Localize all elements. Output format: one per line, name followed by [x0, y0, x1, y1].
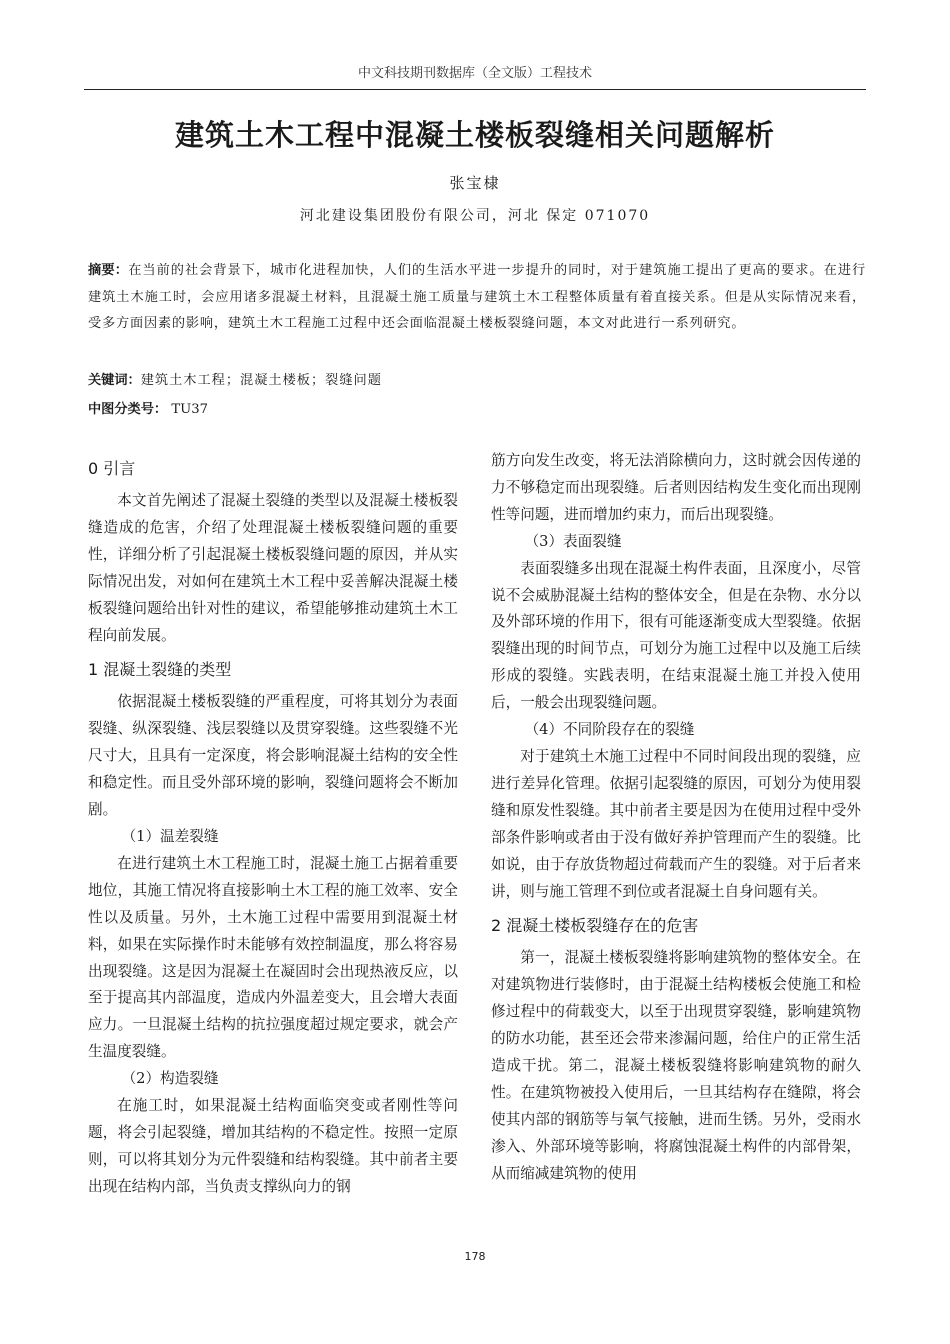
paragraph: 筋方向发生改变，将无法消除横向力，这时就会因传递的力不够稳定而出现裂缝。后者则因结构发生变化而出现刚性等问题，进而增加约束力，而后出现裂缝。 — [491, 452, 861, 523]
abstract-text: 在当前的社会背景下，城市化进程加快，人们的生活水平进一步提升的同时，对于建筑施工提出了更高的要求。在进行建筑土木施工时，会应用诸多混凝土材料，且混凝土施工质量与建筑土木工程整体质量有着直接关系。但是从实际情况来看，受多方面因素的影响，建筑土木工程施工过程中还会面临混凝土楼板裂缝问题，本文对此进行一系列研究。 — [88, 263, 866, 331]
author: 张宝棣 — [449, 174, 501, 192]
subheading: （3）表面裂缝 — [524, 532, 622, 550]
subheading: （1）温差裂缝 — [121, 827, 219, 845]
section-heading-0: 0 引言 — [88, 459, 136, 478]
section-heading-2: 2 混凝土楼板裂缝存在的危害 — [491, 916, 699, 936]
paragraph: 对于建筑土木施工过程中不同时间段出现的裂缝，应进行差异化管理。依据引起裂缝的原因，可划分为使用裂缝和原发性裂缝。其中前者主要是因为在使用过程中受外部条件影响或者由于没有做好养护管理而产生的裂缝。比如说，由于存放货物超过荷载而产生的裂缝。对于后者来讲，则与施工管理不到位或者混凝土自身问题有关。 — [491, 747, 861, 900]
subheading: （2）构造裂缝 — [121, 1070, 219, 1088]
clc-number — [88, 398, 208, 417]
paragraph: 在进行建筑土木工程施工时，混凝土施工占据着重要地位，其施工情况将直接影响土木工程的施工效率、安全性以及质量。另外，土木施工过程中需要用到混凝土材料，如果在实际操作时未能够有效控制温度，那么将容易出现裂缝。这是因为混凝土在凝固时会出现热液反应，以至于提高其内部温度，造成内外温差变大，且会增大表面应力。一旦混凝土结构的抗拉强度超过规定要求，就会产生温度裂缝。 — [88, 854, 458, 1061]
paragraph: 表面裂缝多出现在混凝土构件表面，且深度小，尽管说不会威胁混凝土结构的整体安全，但是在杂物、水分以及外部环境的作用下，很有可能逐渐变成大型裂缝。依据裂缝出现的时间节点，可划分为施工过程中以及施工后续形成的裂缝。实践表明，在结束混凝土施工并投入使用后，一般会出现裂缝问题。 — [491, 559, 861, 712]
page-number: 178 — [464, 1250, 486, 1263]
keywords-label: 关键词： — [88, 373, 141, 388]
paragraph: 依据混凝土楼板裂缝的严重程度，可将其划分为表面裂缝、纵深裂缝、浅层裂缝以及贯穿裂缝。这些裂缝不光尺寸大，且具有一定深度，将会影响混凝土结构的安全性和稳定性。而且受外部环境的影响，裂缝问题将会不断加剧。 — [88, 693, 458, 819]
abstract — [88, 258, 866, 338]
right-column — [491, 448, 861, 1188]
clc-label: 中图分类号： — [88, 402, 168, 417]
paragraph: 本文首先阐述了混凝土裂缝的类型以及混凝土楼板裂缝造成的危害，介绍了处理混凝土楼板裂缝问题的重要性，详细分析了引起混凝土楼板裂缝问题的原因，并从实际情况出发，对如何在建筑土木工程中妥善解决混凝土楼板裂缝问题给出针对性的建议，希望能够推动建筑土木工程向前发展。 — [88, 492, 458, 644]
left-column — [88, 448, 458, 1201]
paragraph: 第一，混凝土楼板裂缝将影响建筑物的整体安全。在对建筑物进行装修时，由于混凝土结构楼板会使施工和检修过程中的荷载变大，以至于出现贯穿裂缝，影响建筑物的防水功能，甚至还会带来渗漏问题，给住户的正常生活造成干扰。第二，混凝土楼板裂缝将影响建筑物的耐久性。在建筑物被投入使用后，一旦其结构存在缝隙，将会使其内部的钢筋等与氧气接触，进而生锈。另外，受雨水渗入、外部环境等影响，将腐蚀混凝土构件的内部骨架，从而缩减建筑物的使用 — [491, 949, 861, 1182]
running-head: 中文科技期刊数据库（全文版）工程技术 — [84, 62, 866, 90]
affiliation: 河北建设集团股份有限公司，河北 保定 071070 — [299, 208, 651, 224]
subheading: （4）不同阶段存在的裂缝 — [524, 721, 695, 739]
section-heading-1: 1 混凝土裂缝的类型 — [88, 660, 232, 680]
paragraph: 在施工时，如果混凝土结构面临突变或者刚性等问题，将会引起裂缝，增加其结构的不稳定性。按照一定原则，可以将其划分为元件裂缝和结构裂缝。其中前者主要出现在结构内部，当负责支撑纵向力的钢 — [88, 1097, 458, 1195]
clc-text: TU37 — [171, 402, 209, 417]
keywords — [88, 369, 382, 388]
keywords-text: 建筑土木工程；混凝土楼板；裂缝问题 — [140, 373, 382, 388]
paper-title: 建筑土木工程中混凝土楼板裂缝相关问题解析 — [174, 118, 775, 152]
abstract-label: 摘要： — [88, 263, 129, 278]
